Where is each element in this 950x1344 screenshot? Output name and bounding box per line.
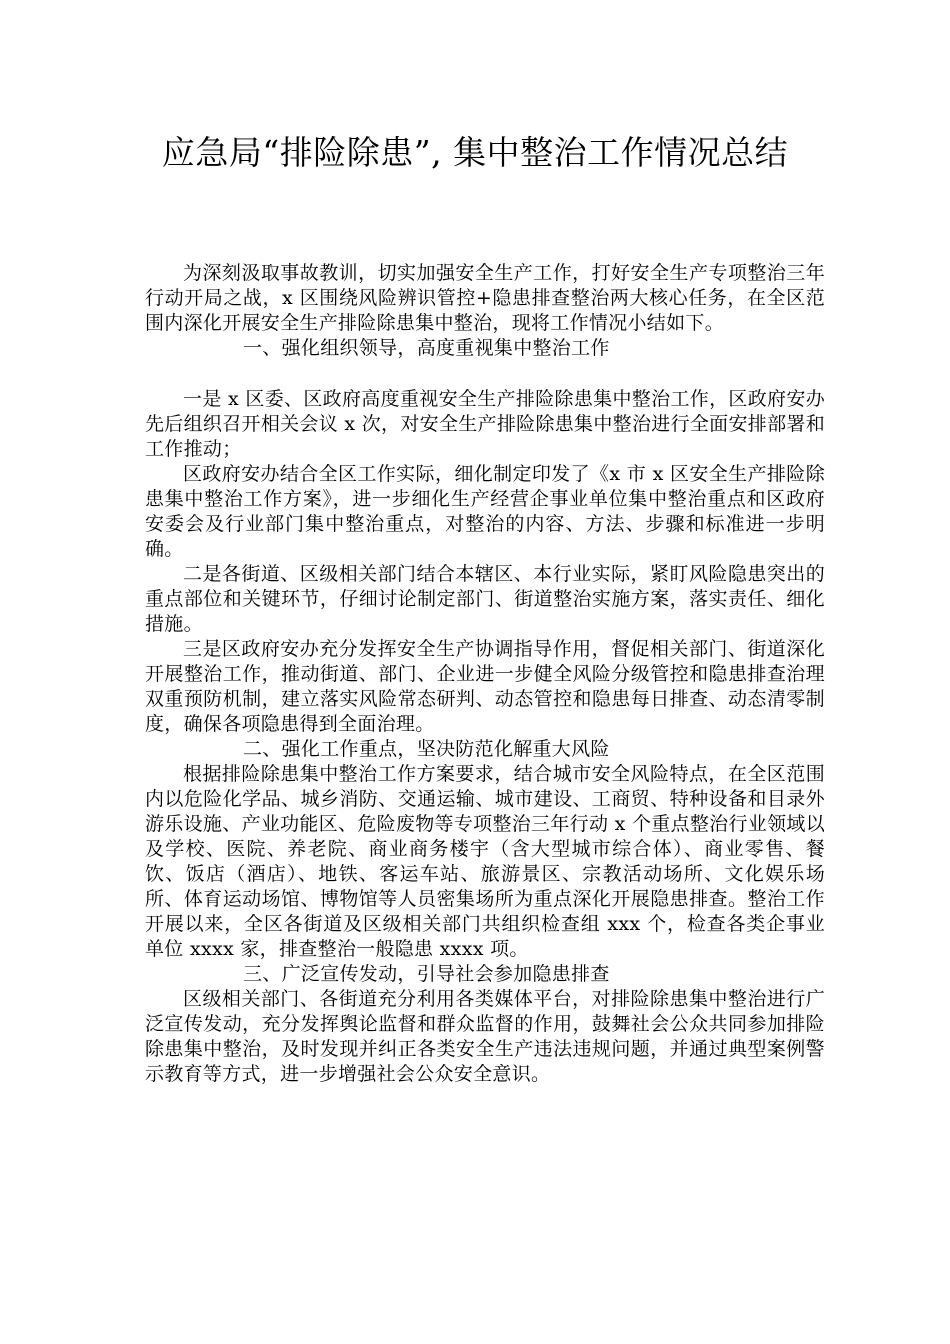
paragraph-5: 根据排险除患集中整治工作方案要求，结合城市安全风险特点，在全区范围内以危险化学品、城乡消防、交通运输、城市建设、工商贸、特种设备和目录外游乐设施、产业功能区、危险废物等专项整治三年行动 x 个重点整治行业领域以及学校、医院、养老院、商业商务楼宇（含大型城市综合体）、商业零售、餐饮、饭店（酒店）、地铁、客运车站、旅游景区、宗教活动场所、文化娱乐场所、体育运动场馆、博物馆等人员密集场所为重点深化开展隐患排查。整治工作开展以来，全区各街道及区级相关部门共组织检查组 xxx 个，检查各类企事业单位 xxxx 家，排查整治一般隐患 xxxx 项。 (145, 763, 825, 960)
section-heading-1: 一、强化组织领导，高度重视集中整治工作 (243, 337, 610, 359)
paragraph-spacer (145, 361, 825, 387)
section-heading-3: 三、广泛宣传发动，引导社会参加隐患排查 (243, 963, 610, 985)
paragraph-3: 二是各街道、区级相关部门结合本辖区、本行业实际，紧盯风险隐患突出的重点部位和关键环节，仔细讨论制定部门、街道整治实施方案，落实责任、细化措施。 (145, 563, 825, 635)
document-title: 应急局“排险除患”, 集中整治工作情况总结 (161, 133, 789, 172)
paragraph-intro: 为深刻汲取事故教训，切实加强安全生产工作，打好安全生产专项整治三年行动开局之战，x 区围绕风险辨识管控+隐患排查整治两大核心任务，在全区范围内深化开展安全生产排险除患集中整治，现将工作情况小结如下。 (145, 262, 825, 334)
paragraph-6: 区级相关部门、各街道充分利用各类媒体平台，对排险除患集中整治进行广泛宣传发动，充分发挥舆论监督和群众监督的作用，鼓舞社会公众共同参加排险除患集中整治，及时发现并纠正各类安全生产违法违规问题，并通过典型案例警示教育等方式，进一步增强社会公众安全意识。 (145, 988, 825, 1085)
paragraph-4: 三是区政府安办充分发挥安全生产协调指导作用，督促相关部门、街道深化开展整治工作，推动街道、部门、企业进一步健全风险分级管控和隐患排查治理双重预防机制，建立落实风险常态研判、动态管控和隐患每日排查、动态清零制度，确保各项隐患得到全面治理。 (145, 638, 825, 735)
paragraph-2: 区政府安办结合全区工作实际，细化制定印发了《x 市 x 区安全生产排险除患集中整治工作方案》，进一步细化生产经营企事业单位集中整治重点和区政府安委会及行业部门集中整治重点，对整治的内容、方法、步骤和标准进一步明确。 (145, 463, 825, 560)
document-body (145, 261, 825, 1087)
section-heading-2: 二、强化工作重点，坚决防范化解重大风险 (243, 738, 610, 760)
paragraph-1: 一是 x 区委、区政府高度重视安全生产排险除患集中整治工作，区政府安办先后组织召开相关会议 x 次，对安全生产排险除患集中整治进行全面安排部署和工作推动； (145, 388, 825, 460)
